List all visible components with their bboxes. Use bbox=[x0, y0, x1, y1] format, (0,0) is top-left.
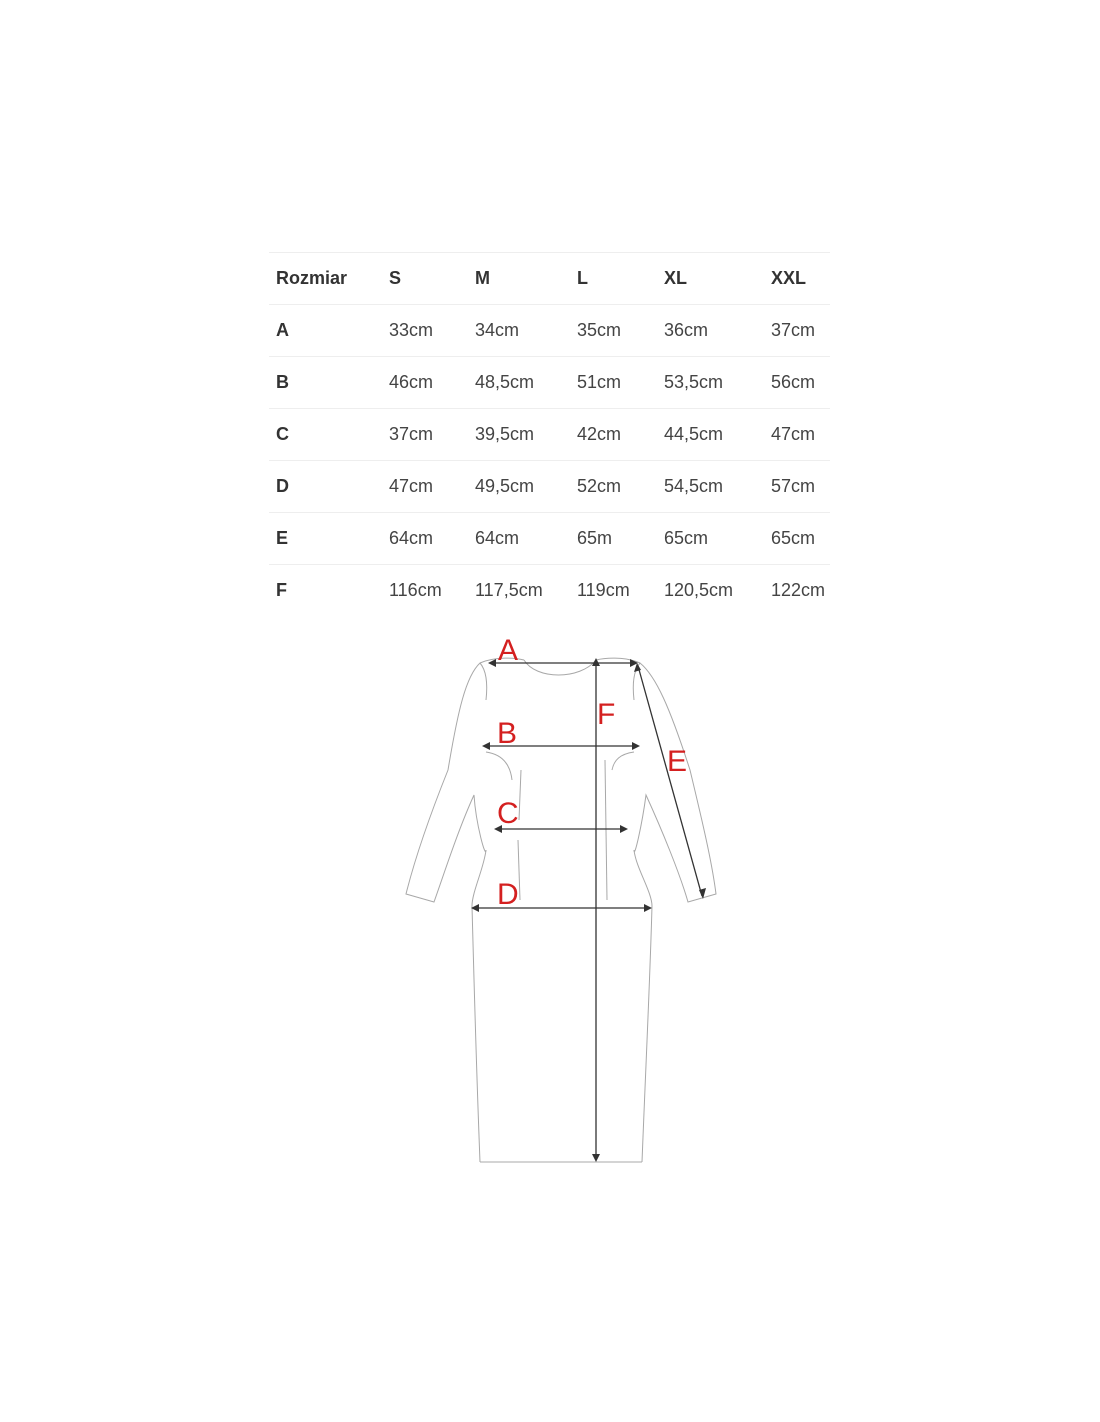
table-cell: 46cm bbox=[389, 372, 434, 392]
table-row bbox=[269, 513, 830, 565]
table-cell: 47cm bbox=[771, 424, 816, 444]
header-cell-xxl: XXL bbox=[771, 268, 807, 288]
table-cell: 54,5cm bbox=[664, 476, 724, 496]
table-row bbox=[269, 461, 830, 513]
measurement-line-f bbox=[592, 658, 600, 1162]
table-cell: 65cm bbox=[771, 528, 816, 548]
table-row bbox=[269, 409, 830, 461]
dress-outline bbox=[406, 658, 716, 1162]
header-cell-s: S bbox=[389, 268, 402, 288]
table-cell: 33cm bbox=[389, 320, 434, 340]
table-cell: 64cm bbox=[475, 528, 520, 548]
table-row bbox=[269, 305, 830, 357]
table-cell: 119cm bbox=[577, 580, 630, 601]
row-label: E bbox=[276, 528, 289, 548]
table-row bbox=[269, 565, 830, 617]
table-cell: 39,5cm bbox=[475, 424, 535, 444]
table-cell: 57cm bbox=[771, 476, 816, 496]
row-label: F bbox=[276, 580, 287, 601]
table-cell: 120,5cm bbox=[664, 580, 734, 601]
label-a: A bbox=[498, 634, 519, 667]
table-cell: 37cm bbox=[771, 320, 816, 340]
label-f: F bbox=[597, 698, 616, 731]
table-cell: 64cm bbox=[389, 528, 434, 548]
table-cell: 48,5cm bbox=[475, 372, 535, 392]
label-b: B bbox=[497, 717, 518, 750]
table-cell: 36cm bbox=[664, 320, 709, 340]
header-cell-m: M bbox=[475, 268, 490, 288]
table-cell: 34cm bbox=[475, 320, 520, 340]
table-row bbox=[269, 357, 830, 409]
table-cell: 37cm bbox=[389, 424, 434, 444]
table-cell: 116cm bbox=[389, 580, 442, 601]
label-c: C bbox=[497, 797, 519, 830]
table-cell: 44,5cm bbox=[664, 424, 724, 444]
label-e: E bbox=[667, 745, 688, 778]
table-cell: 65cm bbox=[664, 528, 709, 548]
row-label: A bbox=[276, 320, 289, 340]
row-label: C bbox=[276, 424, 289, 444]
table-cell: 117,5cm bbox=[475, 580, 543, 601]
table-cell: 51cm bbox=[577, 372, 622, 392]
row-label: B bbox=[276, 372, 289, 392]
table-header-row bbox=[269, 253, 830, 305]
table-cell: 65m bbox=[577, 528, 613, 548]
table-cell: 53,5cm bbox=[664, 372, 724, 392]
table-cell: 49,5cm bbox=[475, 476, 535, 496]
header-cell-rozmiar: Rozmiar bbox=[276, 268, 348, 288]
table-cell: 42cm bbox=[577, 424, 622, 444]
table-cell: 52cm bbox=[577, 476, 622, 496]
label-d: D bbox=[497, 878, 519, 911]
header-cell-l: L bbox=[577, 268, 588, 288]
table-cell: 35cm bbox=[577, 320, 622, 340]
table-cell: 56cm bbox=[771, 372, 816, 392]
measurement-line-e bbox=[634, 663, 706, 899]
dress-measurement-diagram bbox=[400, 630, 730, 1170]
header-cell-xl: XL bbox=[664, 268, 688, 288]
row-label: D bbox=[276, 476, 289, 496]
table-cell: 122cm bbox=[771, 580, 826, 601]
table-cell: 47cm bbox=[389, 476, 434, 496]
size-chart-table bbox=[269, 252, 830, 617]
